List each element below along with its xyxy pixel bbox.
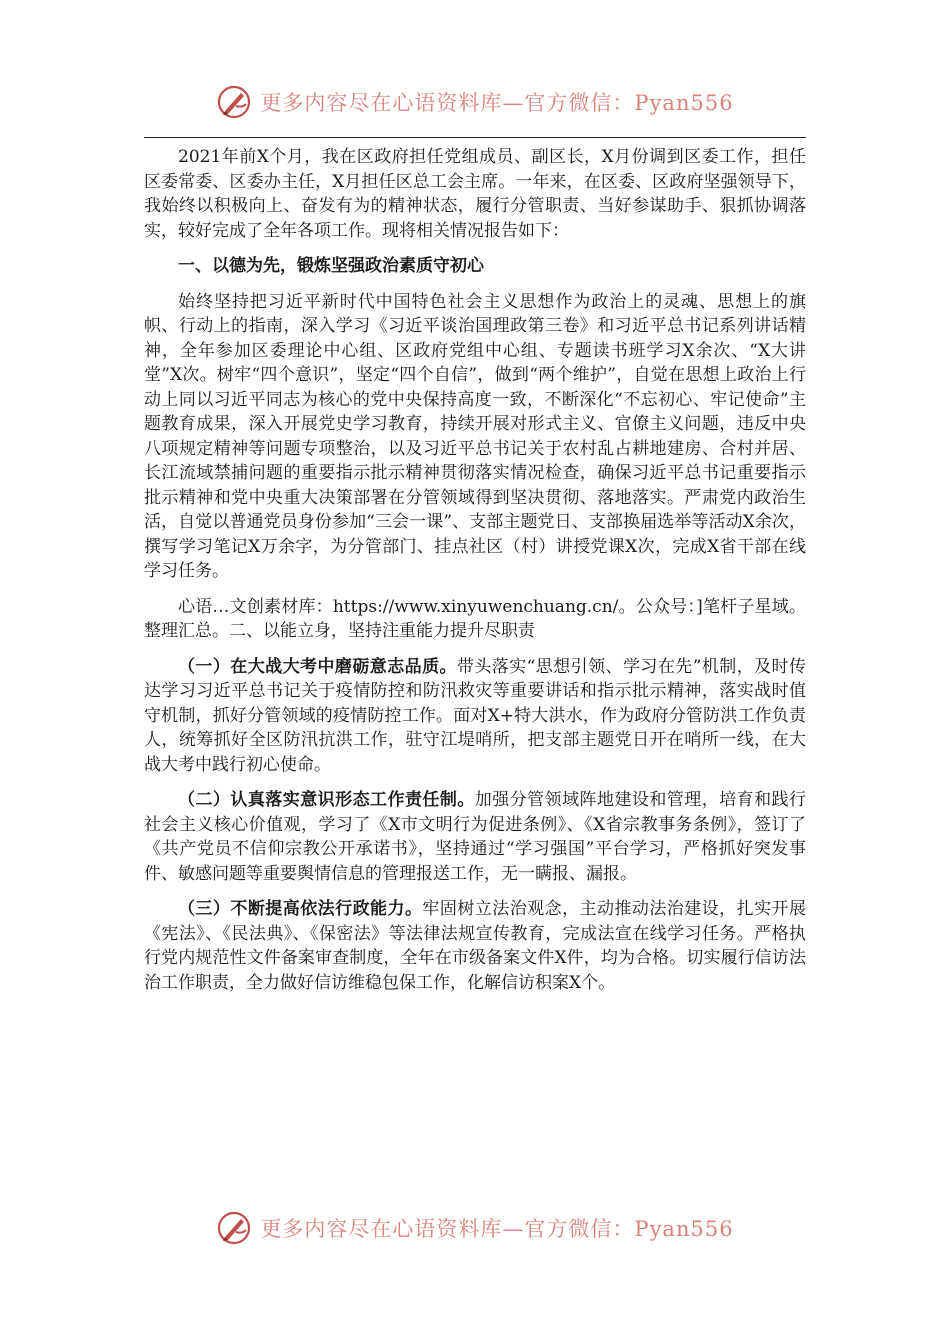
subsection-2-title: （二）认真落实意识形态工作责任制。 [178, 790, 475, 810]
document-body [144, 145, 806, 1006]
pen-logo-icon [216, 84, 252, 120]
section-1-paragraph: 始终坚持把习近平新时代中国特色社会主义思想作为政治上的灵魂、思想上的旗帜、行动上的指南，深入学习《习近平谈治国理政第三卷》和习近平总书记系列讲话精神，全年参加区委理论中心组、区政府党组中心组、专题读书班学习X余次、“X大讲堂”X次。树牢“四个意识”，坚定“四个自信”，做到“两个维护”，自觉在思想上政治上行动上同以习近平同志为核心的党中央保持高度一致，不断深化“不忘初心、牢记使命”主题教育成果，深入开展党史学习教育，持续开展对形式主义、官僚主义问题，违反中央八项规定精神等问题专项整治，以及习近平总书记关于农村乱占耕地建房、合村并居、长江流域禁捕问题的重要指示批示精神贯彻落实情况检查，确保习近平总书记重要指示批示精神和党中央重大决策部署在分管领域得到坚决贯彻、落地落实。严肃党内政治生活，自觉以普通党员身份参加“三会一课”、支部主题党日、支部换届选举等活动X余次，撰写学习笔记X万余字，为分管部门、挂点社区（村）讲授党课X次，完成X省干部在线学习任务。 [144, 291, 806, 581]
subsection-1-title: （一）在大战大考中磨砺意志品质。 [178, 656, 457, 677]
subsection-1-body: 带头落实“思想引领、学习在先”机制，及时传达学习习近平总书记关于疫情防控和防汛救灾等重要讲话和指示批示精神，落实战时值守机制，抓好分管领域的疫情防控工作。面对X+特大洪水，作为政府分管防洪工作负责人，统筹抓好全区防汛抗洪工作，驻守江堤哨所，把支部主题党日开在哨所一线，在大战大考中践行初心使命。 [144, 656, 806, 775]
watermark-text: 更多内容尽在心语资料库—官方微信：Pyan556 [260, 1217, 734, 1241]
subsection-2-paragraph [144, 788, 806, 886]
watermark-text: 更多内容尽在心语资料库—官方微信：Pyan556 [260, 91, 734, 115]
source-line-paragraph: 心语…文创素材库：https://www.xinyuwenchuang.cn/。公众号：]笔杆子星域。整理汇总。二、以能立身，坚持注重能力提升尽职责 [144, 596, 806, 641]
footer-watermark [0, 1208, 950, 1248]
section-heading-1: 一、以德为先，锻炼坚强政治素质守初心 [178, 256, 484, 276]
subsection-3-title: （三）不断提高依法行政能力。 [178, 899, 423, 919]
subsection-2-body: 加强分管领域阵地建设和管理，培育和践行社会主义核心价值观，学习了《X市文明行为促进条例》、《X省宗教事务条例》，签订了《共产党员不信仰宗教公开承诺书》，坚持通过“学习强国”平台学习，严格抓好突发事件、敏感问题等重要舆情信息的管理报送工作，无一瞒报、漏报。 [144, 790, 807, 884]
subsection-3-body: 牢固树立法治观念，主动推动法治建设，扎实开展《宪法》、《民法典》、《保密法》等法律法规宣传教育，完成法宣在线学习任务。严格执行党内规范性文件备案审查制度，全年在市级备案文件X件，均为合格。切实履行信访法治工作职责，全力做好信访维稳包保工作，化解信访积案X个。 [144, 899, 807, 993]
pen-logo-icon [216, 1210, 252, 1246]
subsection-1-paragraph [144, 655, 806, 778]
intro-paragraph: 2021年前X个月，我在区政府担任党组成员、副区长，X月份调到区委工作，担任区委常委、区委办主任，X月担任区总工会主席。一年来，在区委、区政府坚强领导下，我始终以积极向上、奋发有为的精神状态，履行分管职责、当好参谋助手、狠抓协调落实，较好完成了全年各项工作。现将相关情况报告如下： [144, 147, 806, 241]
header-divider [144, 137, 806, 138]
header-watermark [0, 82, 950, 122]
subsection-3-paragraph [144, 897, 806, 995]
